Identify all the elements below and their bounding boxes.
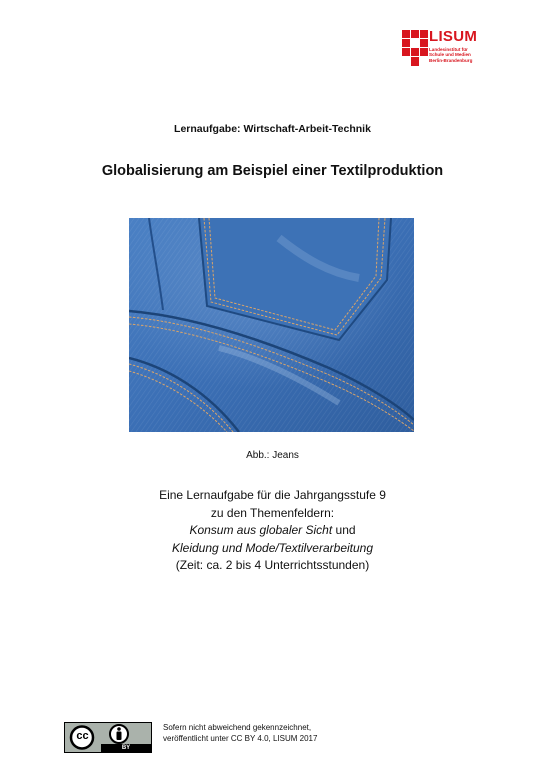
- document-title: Globalisierung am Beispiel einer Textilproduktion: [101, 163, 444, 179]
- logo-subtitle: Landesinstitut für Schule und Medien Berlin-Brandenburg: [429, 47, 473, 63]
- task-description: [0, 487, 545, 575]
- description-line: Konsum aus globaler Sicht und: [189, 523, 356, 537]
- figure-caption: Abb.: Jeans: [246, 450, 299, 461]
- time-estimate: (Zeit: ca. 2 bis 4 Unterrichtsstunden): [175, 558, 370, 572]
- logo-wordmark: LISUM: [429, 28, 478, 45]
- by-label: BY: [121, 745, 131, 751]
- cc-label: cc: [76, 730, 89, 742]
- description-line: zu den Themenfeldern:: [210, 505, 335, 520]
- description-line: Eine Lernaufgabe für die Jahrgangsstufe 9: [159, 488, 386, 502]
- topic-consumption: Konsum aus globaler Sicht: [189, 523, 333, 537]
- document-kicker: Lernaufgabe: Wirtschaft-Arbeit-Technik: [174, 123, 371, 135]
- license-note: Sofern nicht abweichend gekennzeichnet, veröffentlicht unter CC BY 4.0, LISUM 2017: [163, 723, 318, 743]
- license-footer: [64, 722, 424, 758]
- cc-by-badge[interactable]: [64, 722, 152, 753]
- topic-clothing: Kleidung und Mode/Textilverarbeitung: [171, 540, 374, 555]
- lisum-logo: [402, 30, 484, 68]
- jeans-photo: [129, 218, 414, 432]
